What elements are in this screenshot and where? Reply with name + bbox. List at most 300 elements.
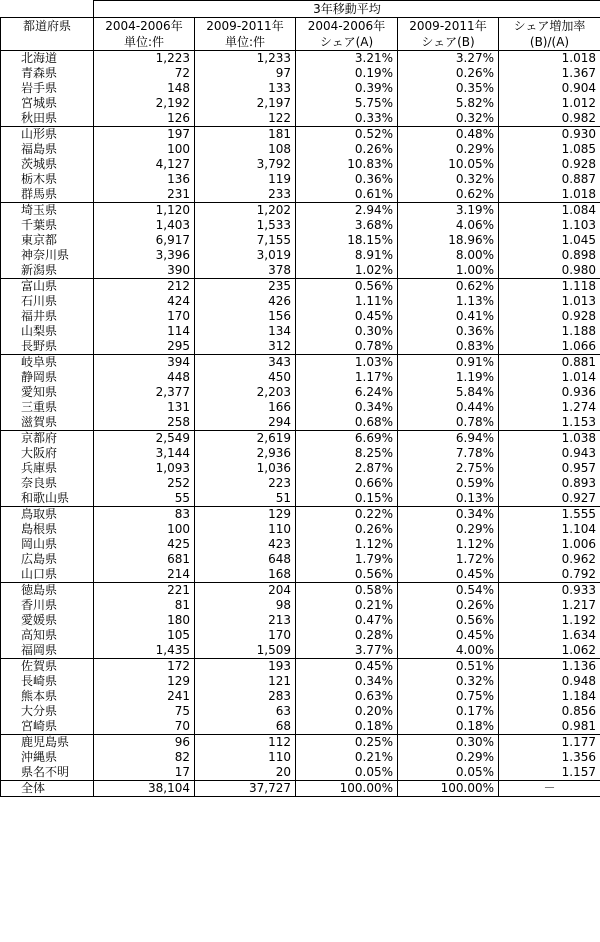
share-a-cell: 0.28%: [296, 628, 398, 643]
table-row: [1, 765, 600, 781]
count-2004-cell: 100: [94, 522, 195, 537]
growth-rate-cell: 1.184: [499, 689, 600, 704]
count-2004-cell: 3,144: [94, 446, 195, 461]
table-row: [1, 552, 600, 567]
prefecture-name-cell: 北海道: [1, 51, 94, 67]
growth-rate-cell: 1.085: [499, 142, 600, 157]
share-b-cell: 1.00%: [398, 263, 499, 279]
count-2004-cell: 75: [94, 704, 195, 719]
growth-rate-cell: 1.188: [499, 324, 600, 339]
table-row: [1, 127, 600, 143]
share-b-cell: 0.29%: [398, 142, 499, 157]
count-2009-cell: 63: [195, 704, 296, 719]
count-2004-cell: 394: [94, 355, 195, 371]
prefecture-name-cell: 長野県: [1, 339, 94, 355]
count-2004-cell: 105: [94, 628, 195, 643]
growth-rate-cell: 1.018: [499, 51, 600, 67]
growth-rate-cell: 0.928: [499, 157, 600, 172]
growth-rate-cell: 0.930: [499, 127, 600, 143]
share-b-cell: 4.06%: [398, 218, 499, 233]
prefecture-name-cell: 県名不明: [1, 765, 94, 781]
share-b-cell: 0.51%: [398, 659, 499, 675]
share-a-cell: 0.39%: [296, 81, 398, 96]
share-a-cell: 3.21%: [296, 51, 398, 67]
prefecture-name-cell: 石川県: [1, 294, 94, 309]
share-b-cell: 0.17%: [398, 704, 499, 719]
prefecture-name-cell: 高知県: [1, 628, 94, 643]
prefecture-name-cell: 岡山県: [1, 537, 94, 552]
share-a-cell: 3.77%: [296, 643, 398, 659]
count-2004-cell: 55: [94, 491, 195, 507]
growth-rate-cell: 0.962: [499, 552, 600, 567]
count-2004-cell: 131: [94, 400, 195, 415]
prefecture-name-cell: 富山県: [1, 279, 94, 295]
share-a-cell: 0.05%: [296, 765, 398, 781]
count-2004-cell: 681: [94, 552, 195, 567]
table-row: [1, 461, 600, 476]
table-row: [1, 537, 600, 552]
growth-rate-cell: 1.018: [499, 187, 600, 203]
growth-rate-cell: 0.943: [499, 446, 600, 461]
table-row: [1, 309, 600, 324]
share-a-cell: 0.78%: [296, 339, 398, 355]
count-2009-cell: 1,036: [195, 461, 296, 476]
growth-rate-cell: 0.904: [499, 81, 600, 96]
growth-rate-cell: 1.084: [499, 203, 600, 219]
growth-rate-cell: 0.933: [499, 583, 600, 599]
count-2009-cell: 110: [195, 522, 296, 537]
count-2009-cell: 133: [195, 81, 296, 96]
count-2009-cell: 98: [195, 598, 296, 613]
growth-rate-cell: 0.957: [499, 461, 600, 476]
prefecture-name-cell: 宮崎県: [1, 719, 94, 735]
count-2009-cell: 235: [195, 279, 296, 295]
share-a-cell: 6.69%: [296, 431, 398, 447]
growth-rate-cell: 1.045: [499, 233, 600, 248]
col-subheader-count-2009: 単位:件: [195, 34, 296, 51]
prefecture-name-cell: 宮城県: [1, 96, 94, 111]
count-2009-cell: 168: [195, 567, 296, 583]
count-2004-cell: 1,093: [94, 461, 195, 476]
share-b-cell: 0.48%: [398, 127, 499, 143]
share-a-cell: 0.26%: [296, 142, 398, 157]
count-2009-cell: 204: [195, 583, 296, 599]
growth-rate-cell: 1.153: [499, 415, 600, 431]
share-a-cell: 8.91%: [296, 248, 398, 263]
table-row: [1, 400, 600, 415]
count-2004-cell: 81: [94, 598, 195, 613]
share-b-cell: 3.19%: [398, 203, 499, 219]
table-row: [1, 522, 600, 537]
share-b-cell: 0.26%: [398, 66, 499, 81]
table-row: [1, 248, 600, 263]
count-2009-cell: 134: [195, 324, 296, 339]
count-2009-cell: 233: [195, 187, 296, 203]
growth-rate-cell: 1.177: [499, 735, 600, 751]
prefecture-name-cell: 鹿児島県: [1, 735, 94, 751]
count-2009-cell: 283: [195, 689, 296, 704]
growth-rate-cell: 1.062: [499, 643, 600, 659]
share-b-cell: 0.45%: [398, 567, 499, 583]
table-row: [1, 96, 600, 111]
moving-average-group-header: 3年移動平均: [94, 1, 600, 18]
share-a-cell: 0.30%: [296, 324, 398, 339]
count-2009-cell: 3,019: [195, 248, 296, 263]
share-a-cell: 0.21%: [296, 598, 398, 613]
table-row: [1, 187, 600, 203]
count-2009-cell: 7,155: [195, 233, 296, 248]
header-blank-cell: [1, 1, 94, 18]
count-2004-cell: 295: [94, 339, 195, 355]
count-2004-cell: 1,223: [94, 51, 195, 67]
share-a-cell: 0.25%: [296, 735, 398, 751]
prefecture-name-cell: 新潟県: [1, 263, 94, 279]
count-2004-cell: 1,120: [94, 203, 195, 219]
growth-rate-cell: 0.981: [499, 719, 600, 735]
growth-rate-cell: 1.104: [499, 522, 600, 537]
prefecture-name-cell: 東京都: [1, 233, 94, 248]
share-b-cell: 5.84%: [398, 385, 499, 400]
count-2009-cell: 112: [195, 735, 296, 751]
share-b-cell: 0.44%: [398, 400, 499, 415]
share-a-cell: 0.34%: [296, 674, 398, 689]
share-a-cell: 0.22%: [296, 507, 398, 523]
growth-rate-cell: 0.982: [499, 111, 600, 127]
col-subheader-share-a: シェア(A): [296, 34, 398, 51]
table-row: [1, 750, 600, 765]
col-subheader-count-2004: 単位:件: [94, 34, 195, 51]
count-2009-cell: 2,197: [195, 96, 296, 111]
share-a-cell: 1.17%: [296, 370, 398, 385]
prefecture-name-cell: 千葉県: [1, 218, 94, 233]
count-2009-cell: 312: [195, 339, 296, 355]
share-b-cell: 0.56%: [398, 613, 499, 628]
count-2004-cell: 180: [94, 613, 195, 628]
count-2009-cell: 2,936: [195, 446, 296, 461]
prefecture-name-cell: 鳥取県: [1, 507, 94, 523]
count-2009-cell: 20: [195, 765, 296, 781]
share-b-cell: 0.41%: [398, 309, 499, 324]
share-a-cell: 0.58%: [296, 583, 398, 599]
share-b-cell: 100.00%: [398, 781, 499, 797]
share-a-cell: 3.68%: [296, 218, 398, 233]
growth-rate-cell: 0.856: [499, 704, 600, 719]
share-b-cell: 0.78%: [398, 415, 499, 431]
count-2004-cell: 2,549: [94, 431, 195, 447]
count-2004-cell: 148: [94, 81, 195, 96]
table-row: [1, 339, 600, 355]
count-2004-cell: 83: [94, 507, 195, 523]
share-b-cell: 0.32%: [398, 674, 499, 689]
share-a-cell: 0.18%: [296, 719, 398, 735]
prefecture-name-cell: 福井県: [1, 309, 94, 324]
prefecture-name-cell: 香川県: [1, 598, 94, 613]
count-2004-cell: 2,377: [94, 385, 195, 400]
growth-rate-cell: 1.356: [499, 750, 600, 765]
count-2004-cell: 100: [94, 142, 195, 157]
count-2009-cell: 51: [195, 491, 296, 507]
count-2009-cell: 3,792: [195, 157, 296, 172]
count-2004-cell: 241: [94, 689, 195, 704]
count-2004-cell: 129: [94, 674, 195, 689]
growth-rate-cell: 0.936: [499, 385, 600, 400]
col-subheader-growth-rate: (B)/(A): [499, 34, 600, 51]
share-b-cell: 7.78%: [398, 446, 499, 461]
col-header-count-2004: 2004-2006年: [94, 18, 195, 35]
share-b-cell: 3.27%: [398, 51, 499, 67]
count-2009-cell: 648: [195, 552, 296, 567]
count-2004-cell: 1,403: [94, 218, 195, 233]
share-b-cell: 0.45%: [398, 628, 499, 643]
growth-rate-cell: 1.274: [499, 400, 600, 415]
table-row: [1, 142, 600, 157]
growth-rate-cell: －: [499, 781, 600, 797]
prefecture-name-cell: 長崎県: [1, 674, 94, 689]
count-2004-cell: 70: [94, 719, 195, 735]
table-row: [1, 628, 600, 643]
growth-rate-cell: 0.887: [499, 172, 600, 187]
count-2009-cell: 1,202: [195, 203, 296, 219]
table-row: [1, 324, 600, 339]
share-b-cell: 0.26%: [398, 598, 499, 613]
table-row: [1, 157, 600, 172]
count-2004-cell: 3,396: [94, 248, 195, 263]
growth-rate-cell: 1.192: [499, 613, 600, 628]
growth-rate-cell: 0.881: [499, 355, 600, 371]
prefecture-name-cell: 群馬県: [1, 187, 94, 203]
share-a-cell: 0.19%: [296, 66, 398, 81]
count-2009-cell: 426: [195, 294, 296, 309]
count-2009-cell: 156: [195, 309, 296, 324]
share-b-cell: 0.62%: [398, 279, 499, 295]
share-a-cell: 0.15%: [296, 491, 398, 507]
count-2009-cell: 343: [195, 355, 296, 371]
table-row: [1, 294, 600, 309]
count-2009-cell: 110: [195, 750, 296, 765]
count-2004-cell: 126: [94, 111, 195, 127]
prefecture-name-cell: 秋田県: [1, 111, 94, 127]
share-a-cell: 0.47%: [296, 613, 398, 628]
count-2004-cell: 4,127: [94, 157, 195, 172]
share-a-cell: 1.79%: [296, 552, 398, 567]
share-b-cell: 2.75%: [398, 461, 499, 476]
table-row: [1, 233, 600, 248]
count-2004-cell: 96: [94, 735, 195, 751]
prefecture-name-cell: 三重県: [1, 400, 94, 415]
growth-rate-cell: 1.006: [499, 537, 600, 552]
growth-rate-cell: 1.136: [499, 659, 600, 675]
prefecture-name-cell: 大分県: [1, 704, 94, 719]
table-row: [1, 507, 600, 523]
prefecture-name-cell: 兵庫県: [1, 461, 94, 476]
prefecture-name-cell: 奈良県: [1, 476, 94, 491]
share-b-cell: 0.75%: [398, 689, 499, 704]
share-a-cell: 100.00%: [296, 781, 398, 797]
share-b-cell: 0.91%: [398, 355, 499, 371]
share-b-cell: 5.82%: [398, 96, 499, 111]
table-row: [1, 643, 600, 659]
prefecture-name-cell: 沖縄県: [1, 750, 94, 765]
table-row: [1, 279, 600, 295]
share-b-cell: 1.19%: [398, 370, 499, 385]
share-b-cell: 8.00%: [398, 248, 499, 263]
share-a-cell: 0.34%: [296, 400, 398, 415]
prefecture-name-cell: 茨城県: [1, 157, 94, 172]
table-row: [1, 66, 600, 81]
count-2009-cell: 121: [195, 674, 296, 689]
table-row: [1, 218, 600, 233]
table-row: [1, 583, 600, 599]
prefecture-column-header: 都道府県: [1, 18, 94, 51]
count-2004-cell: 72: [94, 66, 195, 81]
count-2004-cell: 1,435: [94, 643, 195, 659]
growth-rate-cell: 1.555: [499, 507, 600, 523]
share-b-cell: 1.72%: [398, 552, 499, 567]
total-row: [1, 781, 600, 797]
table-row: [1, 172, 600, 187]
growth-rate-cell: 0.898: [499, 248, 600, 263]
count-2004-cell: 214: [94, 567, 195, 583]
table-body: [1, 51, 600, 797]
growth-rate-cell: 0.927: [499, 491, 600, 507]
table-row: [1, 735, 600, 751]
share-a-cell: 0.68%: [296, 415, 398, 431]
count-2009-cell: 1,533: [195, 218, 296, 233]
prefecture-name-cell: 青森県: [1, 66, 94, 81]
share-a-cell: 2.94%: [296, 203, 398, 219]
count-2004-cell: 172: [94, 659, 195, 675]
count-2009-cell: 294: [195, 415, 296, 431]
share-b-cell: 0.05%: [398, 765, 499, 781]
share-a-cell: 18.15%: [296, 233, 398, 248]
prefecture-name-cell: 徳島県: [1, 583, 94, 599]
count-2009-cell: 166: [195, 400, 296, 415]
share-b-cell: 0.29%: [398, 750, 499, 765]
prefecture-name-cell: 愛知県: [1, 385, 94, 400]
share-b-cell: 10.05%: [398, 157, 499, 172]
share-b-cell: 0.32%: [398, 111, 499, 127]
growth-rate-cell: 1.118: [499, 279, 600, 295]
count-2009-cell: 1,233: [195, 51, 296, 67]
count-2004-cell: 170: [94, 309, 195, 324]
growth-rate-cell: 1.013: [499, 294, 600, 309]
growth-rate-cell: 1.038: [499, 431, 600, 447]
prefecture-name-cell: 福岡県: [1, 643, 94, 659]
count-2004-cell: 252: [94, 476, 195, 491]
share-a-cell: 0.36%: [296, 172, 398, 187]
share-a-cell: 0.33%: [296, 111, 398, 127]
growth-rate-cell: 0.948: [499, 674, 600, 689]
prefecture-name-cell: 熊本県: [1, 689, 94, 704]
table-row: [1, 719, 600, 735]
share-b-cell: 0.62%: [398, 187, 499, 203]
prefecture-name-cell: 埼玉県: [1, 203, 94, 219]
share-a-cell: 0.21%: [296, 750, 398, 765]
share-b-cell: 0.13%: [398, 491, 499, 507]
count-2009-cell: 37,727: [195, 781, 296, 797]
prefecture-name-cell: 大阪府: [1, 446, 94, 461]
count-2009-cell: 170: [195, 628, 296, 643]
count-2004-cell: 390: [94, 263, 195, 279]
share-a-cell: 2.87%: [296, 461, 398, 476]
count-2009-cell: 1,509: [195, 643, 296, 659]
count-2004-cell: 448: [94, 370, 195, 385]
share-b-cell: 0.29%: [398, 522, 499, 537]
count-2009-cell: 122: [195, 111, 296, 127]
prefecture-name-cell: 栃木県: [1, 172, 94, 187]
table-row: [1, 81, 600, 96]
count-2009-cell: 181: [195, 127, 296, 143]
table-row: [1, 203, 600, 219]
count-2004-cell: 2,192: [94, 96, 195, 111]
count-2004-cell: 231: [94, 187, 195, 203]
prefecture-name-cell: 愛媛県: [1, 613, 94, 628]
prefecture-name-cell: 全体: [1, 781, 94, 797]
share-a-cell: 1.12%: [296, 537, 398, 552]
prefecture-name-cell: 佐賀県: [1, 659, 94, 675]
count-2009-cell: 223: [195, 476, 296, 491]
count-2004-cell: 6,917: [94, 233, 195, 248]
prefecture-name-cell: 神奈川県: [1, 248, 94, 263]
table-row: [1, 263, 600, 279]
count-2004-cell: 136: [94, 172, 195, 187]
share-a-cell: 0.63%: [296, 689, 398, 704]
table-row: [1, 704, 600, 719]
table-row: [1, 385, 600, 400]
share-b-cell: 0.35%: [398, 81, 499, 96]
share-b-cell: 0.32%: [398, 172, 499, 187]
share-a-cell: 0.56%: [296, 567, 398, 583]
share-a-cell: 0.52%: [296, 127, 398, 143]
share-b-cell: 0.30%: [398, 735, 499, 751]
count-2004-cell: 425: [94, 537, 195, 552]
growth-rate-cell: 1.066: [499, 339, 600, 355]
share-a-cell: 1.11%: [296, 294, 398, 309]
count-2009-cell: 450: [195, 370, 296, 385]
count-2004-cell: 221: [94, 583, 195, 599]
count-2009-cell: 193: [195, 659, 296, 675]
share-b-cell: 0.59%: [398, 476, 499, 491]
growth-rate-cell: 0.980: [499, 263, 600, 279]
table-row: [1, 415, 600, 431]
table-row: [1, 613, 600, 628]
prefecture-name-cell: 山口県: [1, 567, 94, 583]
count-2004-cell: 17: [94, 765, 195, 781]
count-2004-cell: 197: [94, 127, 195, 143]
table-row: [1, 567, 600, 583]
prefecture-name-cell: 岐阜県: [1, 355, 94, 371]
growth-rate-cell: 1.367: [499, 66, 600, 81]
share-b-cell: 6.94%: [398, 431, 499, 447]
growth-rate-cell: 1.217: [499, 598, 600, 613]
share-a-cell: 0.45%: [296, 309, 398, 324]
share-a-cell: 5.75%: [296, 96, 398, 111]
growth-rate-cell: 0.893: [499, 476, 600, 491]
count-2009-cell: 97: [195, 66, 296, 81]
prefecture-name-cell: 山梨県: [1, 324, 94, 339]
prefecture-name-cell: 滋賀県: [1, 415, 94, 431]
share-b-cell: 0.54%: [398, 583, 499, 599]
count-2009-cell: 378: [195, 263, 296, 279]
col-subheader-share-b: シェア(B): [398, 34, 499, 51]
table-row: [1, 476, 600, 491]
prefecture-name-cell: 島根県: [1, 522, 94, 537]
share-b-cell: 0.36%: [398, 324, 499, 339]
table-row: [1, 355, 600, 371]
count-2004-cell: 212: [94, 279, 195, 295]
growth-rate-cell: 1.014: [499, 370, 600, 385]
share-b-cell: 1.12%: [398, 537, 499, 552]
